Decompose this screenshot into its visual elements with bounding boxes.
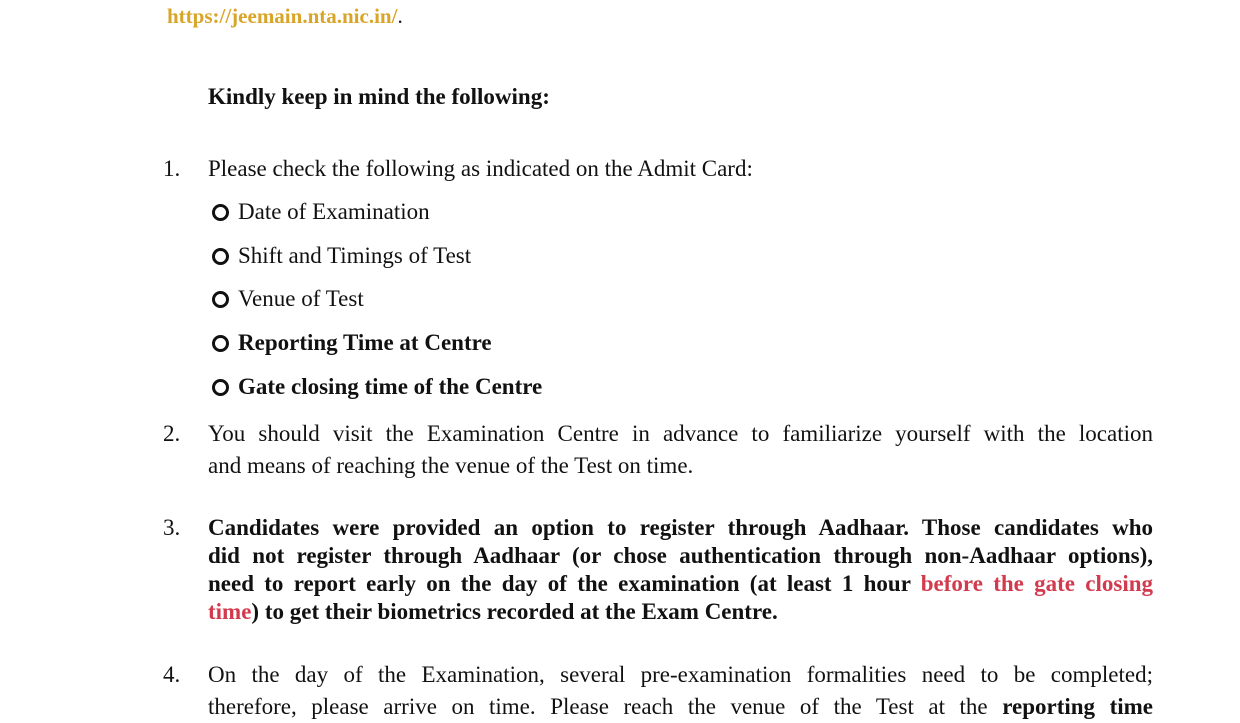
- item-text: [208, 659, 1153, 723]
- circle-bullet-icon: [212, 379, 229, 396]
- url-line: [167, 4, 403, 29]
- item-number: 2.: [163, 421, 181, 446]
- item-text-line: [208, 570, 1153, 598]
- jee-main-link[interactable]: https://jeemain.nta.nic.in/: [167, 4, 398, 28]
- link-trailing-period: .: [397, 4, 403, 28]
- item-text: [208, 418, 1153, 482]
- bullet-label: Date of Examination: [238, 199, 430, 224]
- item-text-line: Candidates were provided an option to register through Aadhaar. Those candidates who: [208, 515, 1153, 540]
- bullet-label: Reporting Time at Centre: [238, 330, 492, 355]
- list-item-3: [163, 514, 1153, 626]
- item-text-fragment: ) to get their biometrics recorded at the Exam Centre.: [251, 599, 778, 624]
- item-text-line: and means of reaching the venue of the Test on time.: [208, 453, 694, 478]
- item-text-fragment: therefore, please arrive on time. Please reach the venue of the Test at the: [208, 694, 1003, 719]
- item-number: 4.: [163, 662, 181, 687]
- bullet-item: [212, 286, 364, 312]
- item-text-line: [208, 598, 1153, 626]
- item-text: [208, 514, 1153, 626]
- bullet-item: [212, 243, 471, 269]
- list-item-4: [163, 659, 1153, 723]
- circle-bullet-icon: [212, 291, 229, 308]
- item-text-line: You should visit the Examination Centre in advance to familiarize yourself with the location: [208, 421, 1153, 446]
- item-text-line: did not register through Aadhaar (or chose authentication through non-Aadhaar options),: [208, 543, 1153, 568]
- circle-bullet-icon: [212, 204, 229, 221]
- item-text-fragment: need to report early on the day of the examination (at least 1 hour: [208, 571, 921, 596]
- item-text-line: [208, 691, 1153, 723]
- circle-bullet-icon: [212, 248, 229, 265]
- section-heading: Kindly keep in mind the following:: [208, 84, 550, 109]
- reporting-time-emphasis: reporting time: [1002, 694, 1153, 719]
- item-text-line: On the day of the Examination, several pre-examination formalities need to be completed;: [208, 662, 1153, 687]
- bullet-label: Shift and Timings of Test: [238, 243, 472, 268]
- list-item-1: [163, 155, 1153, 183]
- item-number: 1.: [163, 156, 181, 181]
- item-text: Please check the following as indicated on the Admit Card:: [208, 156, 753, 181]
- gate-closing-highlight: before the gate closing: [920, 571, 1153, 596]
- bullet-item: [212, 199, 430, 225]
- bullet-item: [212, 330, 492, 356]
- bullet-label: Gate closing time of the Centre: [238, 374, 543, 399]
- list-item-2: [163, 418, 1153, 482]
- bullet-label: Venue of Test: [238, 286, 364, 311]
- bullet-item: [212, 374, 542, 400]
- circle-bullet-icon: [212, 335, 229, 352]
- gate-closing-highlight-end: time: [208, 599, 252, 624]
- item-number: 3.: [163, 515, 181, 540]
